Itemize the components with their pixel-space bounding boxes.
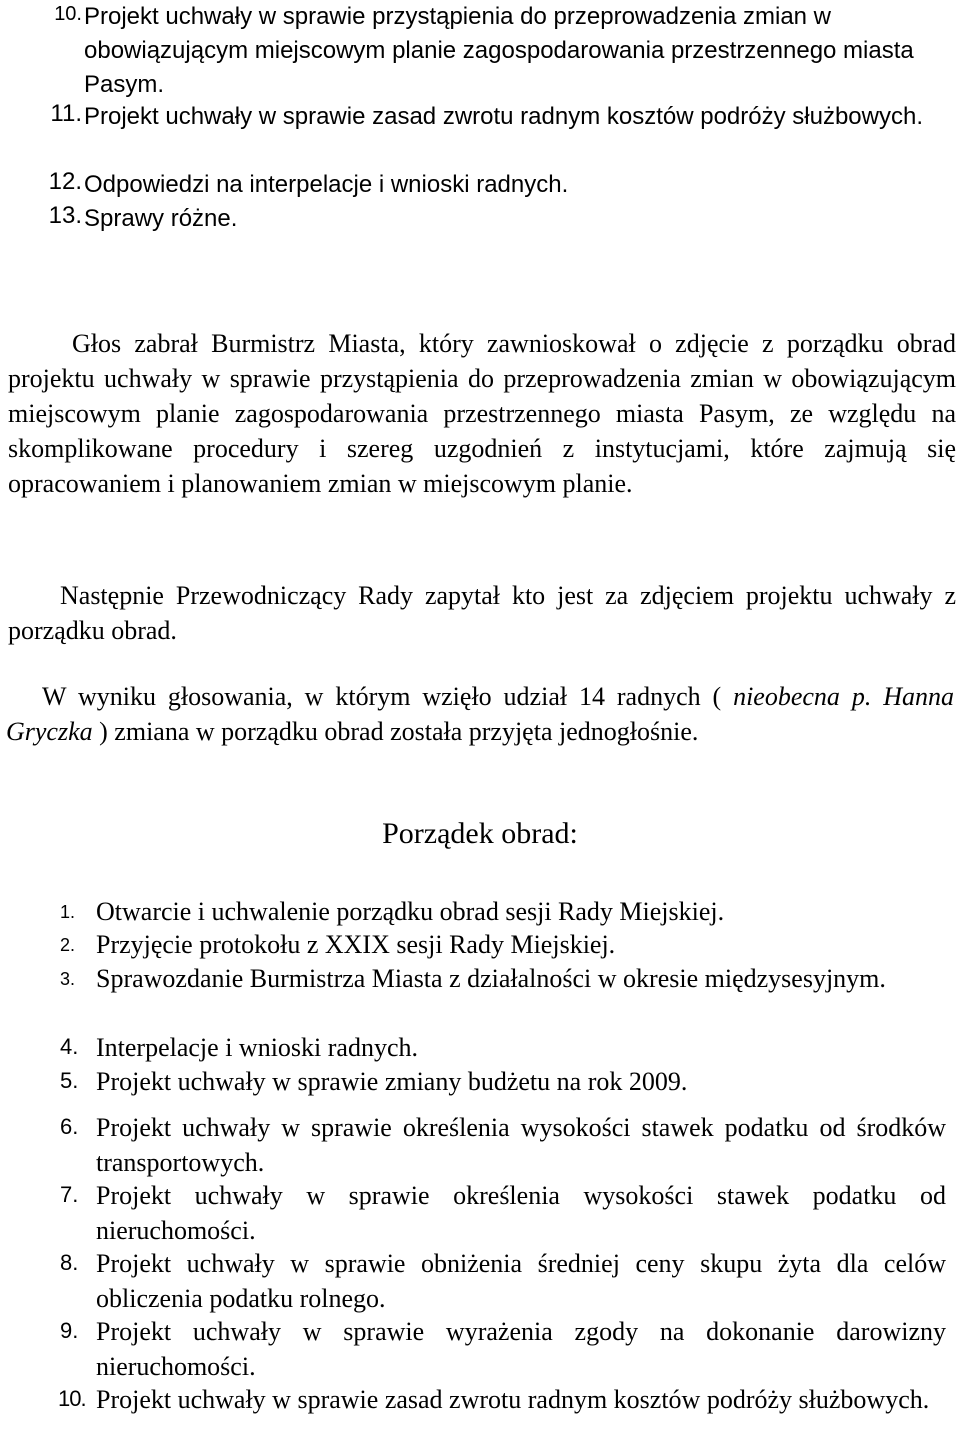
agenda-item-number: 6. bbox=[60, 1114, 79, 1139]
agenda-item bbox=[0, 1030, 946, 1065]
list-item bbox=[48, 168, 938, 202]
agenda-item-number: 4. bbox=[60, 1034, 79, 1059]
agenda-item bbox=[0, 1178, 946, 1248]
agenda-item bbox=[0, 1246, 946, 1316]
section-heading: Porządek obrad: bbox=[382, 817, 578, 850]
list-item-number: 10. bbox=[54, 3, 82, 25]
agenda-item-text: Projekt uchwały w sprawie obniżenia średniej ceny skupu żyta dla celów obliczenia podatku rolnego. bbox=[96, 1249, 946, 1313]
list-item-text: Projekt uchwały w sprawie zasad zwrotu radnym kosztów podróży służbowych. bbox=[84, 103, 924, 130]
agenda-item bbox=[0, 961, 946, 996]
list-item bbox=[48, 202, 938, 236]
agenda-item bbox=[0, 1382, 946, 1417]
paragraph-vote bbox=[6, 679, 954, 749]
agenda-item-text: Przyjęcie protokołu z XXIX sesji Rady Miejskiej. bbox=[96, 930, 616, 959]
list-item-number: 13. bbox=[48, 202, 82, 229]
agenda-item-text: Sprawozdanie Burmistrza Miasta z działalności w okresie międzysesyjnym. bbox=[96, 964, 886, 993]
agenda-item-text: Projekt uchwały w sprawie wyrażenia zgody na dokonanie darowizny nieruchomości. bbox=[96, 1317, 946, 1381]
agenda-item-number: 10. bbox=[58, 1386, 86, 1411]
agenda-item-text: Projekt uchwały w sprawie określenia wysokości stawek podatku od środków transportowych. bbox=[96, 1113, 946, 1177]
agenda-item-text: Interpelacje i wnioski radnych. bbox=[96, 1033, 418, 1062]
agenda-item-number: 9. bbox=[60, 1318, 79, 1343]
agenda-item-text: Projekt uchwały w sprawie określenia wysokości stawek podatku od nieruchomości. bbox=[96, 1181, 946, 1245]
agenda-item-number: 7. bbox=[60, 1182, 79, 1207]
paragraph-motion: Głos zabrał Burmistrz Miasta, który zawnioskował o zdjęcie z porządku obrad projektu uchwały w sprawie przystąpienia do przeprowadzenia zmian w obowiązującym miejscowym planie zagospodarowania przestrzennego miasta Pasym, ze względu na skomplikowane procedury i szereg uzgodnień z instytucjami, które zajmują się opracowaniem i planowaniem zmian w miejscowym planie. bbox=[8, 329, 956, 498]
agenda-item-text: Otwarcie i uchwalenie porządku obrad sesji Rady Miejskiej. bbox=[96, 897, 725, 926]
agenda-item-number: 2. bbox=[60, 935, 76, 955]
absent-person: nieobecna p. Hanna Gryczka bbox=[6, 682, 954, 746]
list-item-text: Odpowiedzi na interpelacje i wnioski radnych. bbox=[84, 171, 569, 198]
agenda-item-number: 8. bbox=[60, 1250, 79, 1275]
agenda-item-text: Projekt uchwały w sprawie zasad zwrotu radnym kosztów podróży służbowych. bbox=[96, 1385, 930, 1414]
vote-text-start: W wyniku głosowania, w którym wzięło udział 14 radnych ( bbox=[42, 682, 734, 711]
vote-text-end: ) zmiana w porządku obrad została przyjęta jednogłośnie. bbox=[92, 717, 699, 746]
agenda-item bbox=[0, 927, 946, 962]
agenda-item bbox=[0, 1314, 946, 1384]
paragraph-question: Następnie Przewodniczący Rady zapytał kto jest za zdjęciem projektu uchwały z porządku obrad. bbox=[8, 581, 956, 645]
agenda-item-number: 5. bbox=[60, 1068, 79, 1093]
agenda-item-number: 1. bbox=[60, 902, 76, 922]
agenda-item-number: 3. bbox=[60, 969, 76, 989]
list-item-text: Sprawy różne. bbox=[84, 205, 238, 232]
agenda-item bbox=[0, 1064, 946, 1099]
agenda-item bbox=[0, 1110, 946, 1180]
agenda-item-text: Projekt uchwały w sprawie zmiany budżetu na rok 2009. bbox=[96, 1067, 688, 1096]
list-item-number: 12. bbox=[48, 168, 82, 195]
list-item-number: 11. bbox=[50, 100, 82, 127]
agenda-item bbox=[0, 894, 946, 929]
list-item bbox=[48, 100, 938, 134]
list-item bbox=[48, 0, 938, 102]
list-item-text: Projekt uchwały w sprawie przystąpienia do przeprowadzenia zmian w obowiązującym miejscowym planie zagospodarowania przestrzennego miasta Pasym. bbox=[84, 3, 914, 98]
